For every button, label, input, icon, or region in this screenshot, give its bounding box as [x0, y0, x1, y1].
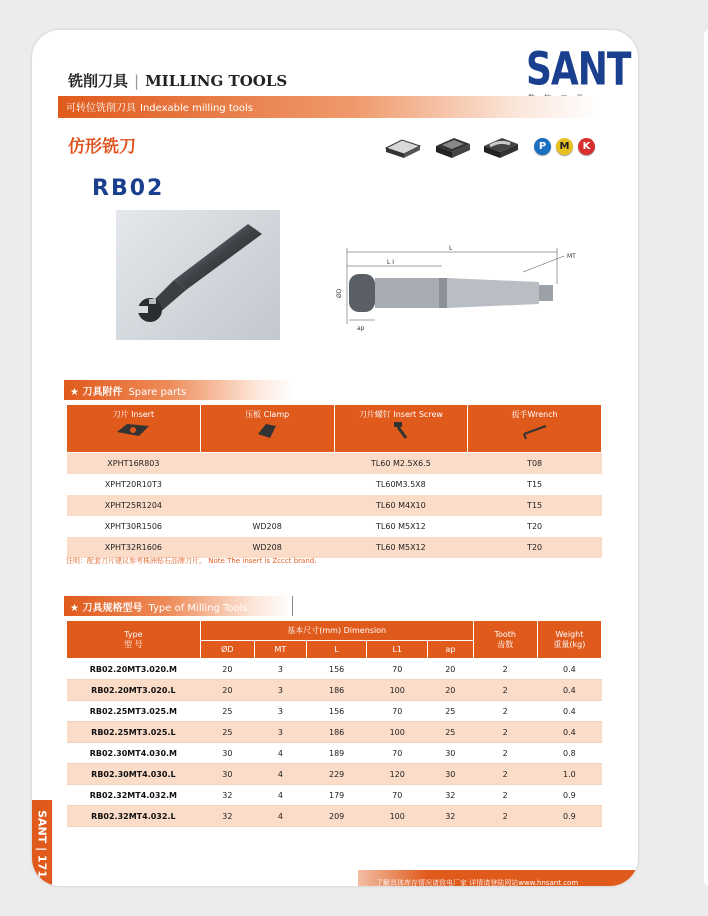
header-separator: | [134, 72, 140, 90]
cell-clamp [200, 495, 334, 516]
insert-chipbreaker-icon [484, 138, 518, 158]
page-side-tab [32, 800, 52, 886]
spare-parts-table [66, 404, 602, 558]
cell-ap: 30 [428, 743, 474, 764]
table-row [67, 701, 602, 722]
cell-tooth: 2 [473, 722, 537, 743]
col-tooth-label-cn: 齿数 [497, 639, 514, 649]
col-weight-label: Weight [555, 629, 584, 639]
col-insert-label: 刀片 Insert [112, 410, 155, 419]
cell-tooth: 2 [473, 680, 537, 701]
col-wrench-label: 扳手Wrench [511, 410, 558, 419]
col-length: L [306, 641, 367, 659]
cell-length: 209 [306, 806, 367, 827]
product-category-title: 仿形铣刀 [68, 137, 136, 157]
dim-l1-label: L I [387, 259, 395, 266]
spare-parts-title-en: Spare parts [128, 387, 187, 398]
cell-screw: TL60 M5X12 [334, 516, 468, 537]
spare-parts-title-cn: ★ 刀具附件 [70, 387, 123, 398]
cell-diameter: 30 [200, 764, 254, 785]
cell-type: RB02.25MT3.025.L [67, 722, 201, 743]
wrench-icon [520, 420, 550, 440]
spec-table [66, 620, 602, 827]
dim-ap-label: ap [357, 325, 365, 332]
cell-diameter: 30 [200, 743, 254, 764]
cell-clamp [200, 474, 334, 495]
cell-screw: TL60 M2.5X6.5 [334, 453, 468, 475]
dim-mt-label: MT [567, 253, 576, 260]
col-clamp [200, 405, 334, 453]
cell-length: 156 [306, 701, 367, 722]
cell-mt: 3 [254, 701, 306, 722]
product-photo [116, 210, 280, 340]
cell-insert: XPHT32R1606 [67, 537, 201, 558]
cell-l1: 120 [367, 764, 428, 785]
cell-length: 186 [306, 680, 367, 701]
insert-icon [113, 420, 153, 440]
col-ap: ap [428, 641, 474, 659]
header-title-en: MILLING TOOLS [145, 72, 288, 90]
category-banner [58, 96, 598, 118]
cell-tooth: 2 [473, 806, 537, 827]
col-weight-label-cn: 重量(kg) [553, 639, 586, 649]
table-row [67, 659, 602, 680]
cell-l1: 70 [367, 701, 428, 722]
cell-l1: 70 [367, 743, 428, 764]
cell-tooth: 2 [473, 659, 537, 680]
cell-length: 179 [306, 785, 367, 806]
screw-icon [386, 420, 416, 440]
cell-diameter: 20 [200, 659, 254, 680]
cell-weight: 0.9 [537, 785, 601, 806]
table-row [67, 474, 602, 495]
cell-wrench: T15 [468, 495, 602, 516]
cell-ap: 25 [428, 701, 474, 722]
material-p-icon: P [534, 138, 551, 155]
cell-clamp: WD208 [200, 516, 334, 537]
spec-title-cn: ★ 刀具规格型号 [70, 603, 143, 614]
cell-diameter: 25 [200, 701, 254, 722]
cell-diameter: 25 [200, 722, 254, 743]
material-m-icon: M [556, 138, 573, 155]
cell-tooth: 2 [473, 764, 537, 785]
cell-mt: 4 [254, 785, 306, 806]
dim-d-label: ØD [336, 288, 343, 298]
cell-mt: 4 [254, 743, 306, 764]
logo-wordmark: SANT [526, 44, 631, 96]
col-diameter: ØD [200, 641, 254, 659]
cell-type: RB02.32MT4.032.L [67, 806, 201, 827]
table-row [67, 680, 602, 701]
cell-weight: 0.4 [537, 659, 601, 680]
cell-type: RB02.32MT4.032.M [67, 785, 201, 806]
cell-diameter: 20 [200, 680, 254, 701]
col-l1: L1 [367, 641, 428, 659]
cell-length: 156 [306, 659, 367, 680]
col-tooth [473, 621, 537, 659]
cell-l1: 100 [367, 680, 428, 701]
table-row [67, 806, 602, 827]
cell-clamp: WD208 [200, 537, 334, 558]
clamp-icon [252, 420, 282, 440]
cell-type: RB02.20MT3.020.L [67, 680, 201, 701]
spec-title-en: Type of Milling Tools [148, 603, 248, 614]
col-screw-label: 刀片螺钉 Insert Screw [358, 410, 443, 419]
col-mt: MT [254, 641, 306, 659]
col-type-label: Type [124, 629, 143, 639]
cell-type: RB02.30MT4.030.L [67, 764, 201, 785]
dim-l-label: L [449, 245, 453, 252]
cell-weight: 0.9 [537, 806, 601, 827]
cell-mt: 4 [254, 806, 306, 827]
catalog-page [32, 30, 638, 886]
cell-wrench: T20 [468, 537, 602, 558]
spec-heading [64, 596, 293, 616]
table-row [67, 453, 602, 475]
cell-mt: 3 [254, 722, 306, 743]
technical-drawing [327, 244, 587, 334]
col-clamp-label: 压板 Clamp [245, 410, 290, 419]
col-type-label-cn: 型 号 [124, 639, 143, 649]
cell-ap: 30 [428, 764, 474, 785]
cell-ap: 20 [428, 659, 474, 680]
footer-text: 了解具体库存情况请致电厂家 详情请登陆网站www.hnsant.com [376, 879, 579, 886]
insert-groove-icon [436, 138, 470, 158]
cell-wrench: T08 [468, 453, 602, 475]
cell-ap: 32 [428, 785, 474, 806]
cell-tooth: 2 [473, 785, 537, 806]
cell-insert: XPHT30R1506 [67, 516, 201, 537]
cell-weight: 0.4 [537, 722, 601, 743]
col-screw [334, 405, 468, 453]
cell-mt: 4 [254, 764, 306, 785]
cell-ap: 20 [428, 680, 474, 701]
banner-en: Indexable milling tools [140, 103, 253, 114]
spare-parts-heading [64, 380, 294, 400]
cell-length: 229 [306, 764, 367, 785]
cell-insert: XPHT25R1204 [67, 495, 201, 516]
table-row [67, 722, 602, 743]
cell-weight: 0.4 [537, 701, 601, 722]
page-header [68, 70, 287, 91]
col-insert [67, 405, 201, 453]
cell-diameter: 32 [200, 785, 254, 806]
next-page-edge [704, 30, 708, 886]
table-row [67, 764, 602, 785]
table-row [67, 785, 602, 806]
cell-l1: 70 [367, 659, 428, 680]
cell-l1: 100 [367, 722, 428, 743]
insert-note: 注明：配套刀片建议参考株洲钻石品牌刀片。 Note:The insert is Zccct brand. [66, 557, 317, 565]
cell-weight: 0.8 [537, 743, 601, 764]
cell-clamp [200, 453, 334, 475]
cell-tooth: 2 [473, 743, 537, 764]
col-wrench [468, 405, 602, 453]
cell-ap: 25 [428, 722, 474, 743]
cell-mt: 3 [254, 659, 306, 680]
table-row [67, 537, 602, 558]
cell-mt: 3 [254, 680, 306, 701]
cell-screw: TL60 M5X12 [334, 537, 468, 558]
cell-type: RB02.30MT4.030.M [67, 743, 201, 764]
cell-diameter: 32 [200, 806, 254, 827]
milling-tool-image [116, 210, 280, 340]
header-title-cn: 铣削刀具 [68, 72, 129, 90]
page-number: SANT | 171 [35, 810, 49, 878]
table-row [67, 495, 602, 516]
cell-length: 186 [306, 722, 367, 743]
col-dimension-group: 基本尺寸(mm) Dimension [200, 621, 473, 641]
cell-screw: TL60M3.5X8 [334, 474, 468, 495]
contact-footer [358, 870, 638, 886]
cell-wrench: T20 [468, 516, 602, 537]
cell-type: RB02.20MT3.020.M [67, 659, 201, 680]
cell-ap: 32 [428, 806, 474, 827]
cell-insert: XPHT16R803 [67, 453, 201, 475]
banner-cn: 可转位铣削刀具 [66, 103, 136, 114]
cell-l1: 100 [367, 806, 428, 827]
material-k-icon: K [578, 138, 595, 155]
cell-type: RB02.25MT3.025.M [67, 701, 201, 722]
cell-tooth: 2 [473, 701, 537, 722]
cell-weight: 1.0 [537, 764, 601, 785]
cell-length: 189 [306, 743, 367, 764]
cell-screw: TL60 M4X10 [334, 495, 468, 516]
sant-logo [526, 44, 631, 103]
col-tooth-label: Tooth [494, 629, 516, 639]
table-row [67, 516, 602, 537]
model-number: RB02 [92, 176, 165, 201]
cell-insert: XPHT20R10T3 [67, 474, 201, 495]
table-row [67, 743, 602, 764]
cell-weight: 0.4 [537, 680, 601, 701]
cell-wrench: T15 [468, 474, 602, 495]
insert-flat-icon [386, 140, 420, 158]
cell-l1: 70 [367, 785, 428, 806]
col-type [67, 621, 201, 659]
col-weight [537, 621, 601, 659]
